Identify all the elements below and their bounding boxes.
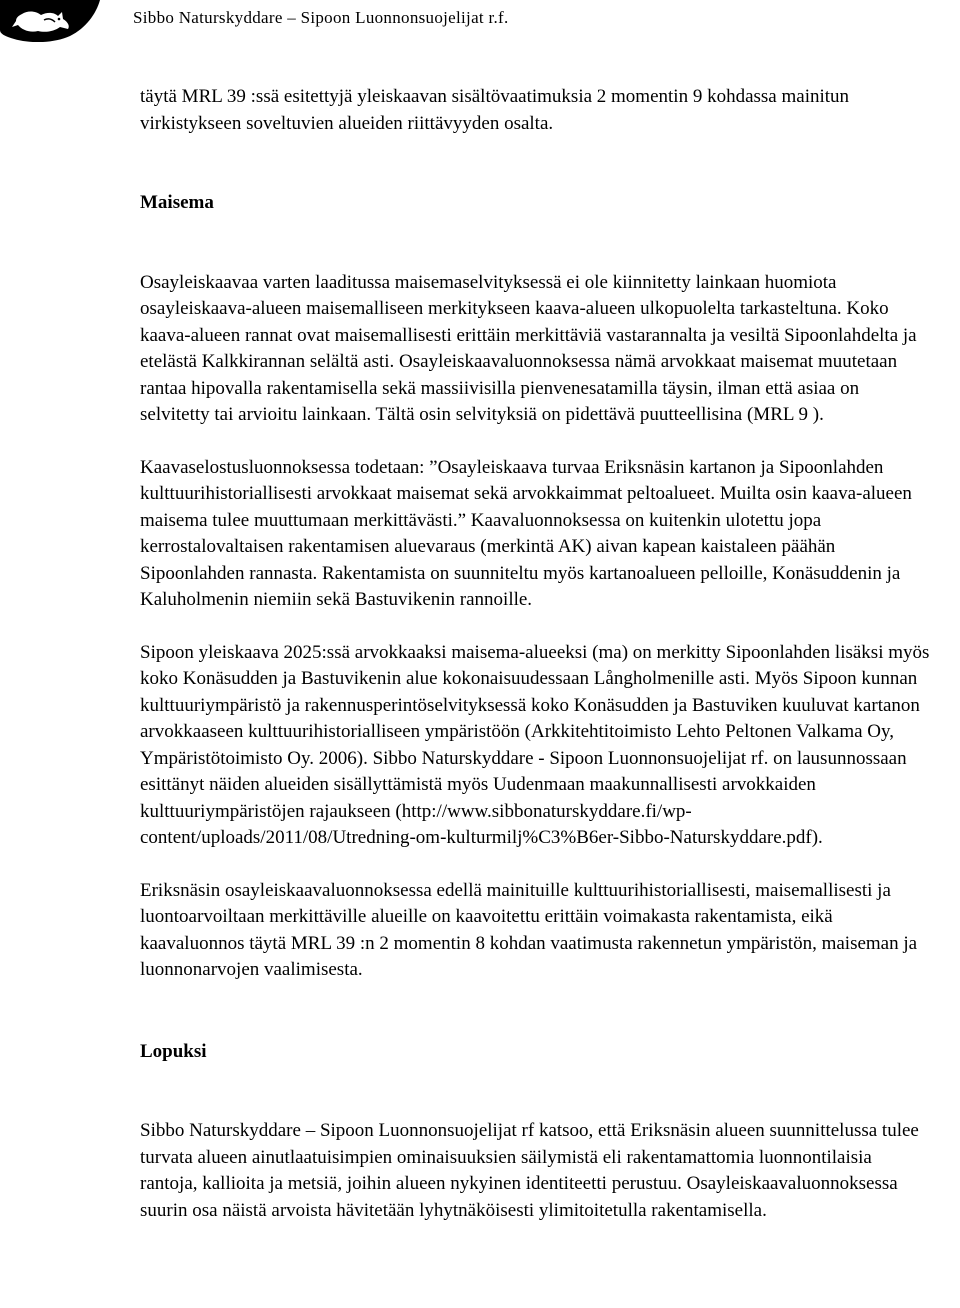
organization-name: Sibbo Naturskyddare – Sipoon Luonnonsuojelijat r.f.: [133, 8, 509, 27]
lopuksi-paragraph: Sibbo Naturskyddare – Sipoon Luonnonsuojelijat rf katsoo, että Eriksnäsin alueen suunnittelussa tulee turvata alueen ainutlaatuisimpien ominaisuuksien säilymistä eli rakentamattomia luonnontilaisia rantoja, kallioita ja metsiä, joihin alueen nykyinen identiteetti perustuu. Osayleiskaavaluonnoksessa suurin osa näistä arvoista hävitetään lyhytnäköisesti ylimitoitetulla rakentamisella.: [140, 1120, 919, 1221]
document-body: [140, 84, 930, 1224]
maisema-paragraph-1: Osayleiskaavaa varten laaditussa maisemaselvityksessä ei ole kiinnitetty lainkaan huomiota osayleiskaava-alueen maisemalliseen merkitykseen kaava-alueen ulkopuolelta tarkasteltuna. Koko kaava-alueen rannat ovat maisemallisesti erittäin merkittäviä vastarannalta ja vesiltä Sipoonlahdelta ja etelästä Kalkkirannan selältä asti. Osayleiskaavaluonnoksessa nämä arvokkaat maisemat muutetaan rantaa hipovalla rakentamisella sekä massiivisilla pienvenesatamilla täysin, ilman että asiaa on selvitetty tai arvioitu lainkaan. Tältä osin selvityksiä on pidettävä puutteellisina (MRL 9 ).: [140, 271, 917, 425]
maisema-paragraph-3: Sipoon yleiskaava 2025:ssä arvokkaaksi maisema-alueeksi (ma) on merkitty Sipoonlahden lisäksi myös koko Konäsudden ja Bastuvikenin alue kokonaisuudessaan Långholmenille asti. Myös Sipoon kunnan kulttuuriympäristö ja rakennusperintöselvityksessä koko Konäsudden ja Bastuviken kuuluvat kartanon arvokkaaseen kulttuurihistorialliseen ympäristöön (Arkkitehtitoimisto Lehto Peltonen Valkama Oy, Ympäristötoimisto Oy. 2006). Sibbo Naturskyddare - Sipoon Luonnonsuojelijat rf. on lausunnossaan esittänyt näiden alueiden sisällyttämistä myös Uudenmaan maakunnallisesti arvokkaiden kulttuuriympäristöjen rajaukseen (http://www.sibbonaturskyddare.fi/wp-content/uploads/2011/08/Utredning-om-kulturmilj%C3%B6er-Sibbo-Naturskyddare.pdf).: [140, 641, 930, 848]
maisema-paragraph-2: Kaavaselostusluonnoksessa todetaan: ”Osayleiskaava turvaa Eriksnäsin kartanon ja Sipoonlahden kulttuurihistoriallisesti arvokkaat maisemat sekä arvokkaimmat peltoalueet. Muilta osin kaava-alueen maisema tulee muuttumaan merkittävästi.” Kaavaluonnoksessa on kuitenkin ulotettu jopa kerrostalovaltaisen rakentamisen aluevaraus (merkintä AK) aivan kapean kaistaleen päähän Sipoonlahden rannasta. Rakentamista on suunniteltu myös kartanoalueen pelloille, Konäsuddenin ja Kaluholmenin niemiin sekä Bastuvikenin rannoille.: [140, 456, 912, 610]
maisema-paragraph-4: Eriksnäsin osayleiskaavaluonnoksessa edellä mainituille kulttuurihistoriallisesti, maisemallisesti ja luontoarvoiltaan merkittäville alueille on kaavoitettu erittäin voimakasta rakentamista, eikä kaavaluonnos täytä MRL 39 :n 2 momentin 8 kohdan vaatimusta rakennetun ympäristön, maiseman ja luonnonarvojen vaalimisesta.: [140, 879, 918, 980]
section-heading-lopuksi: Lopuksi: [140, 1040, 207, 1062]
fox-leaf-logo-icon: [0, 0, 100, 42]
page-header: [0, 0, 960, 50]
section-heading-maisema: Maisema: [140, 192, 214, 213]
intro-paragraph: täytä MRL 39 :ssä esitettyjä yleiskaavan sisältövaatimuksia 2 momentin 9 kohdassa mainitun virkistykseen soveltuvien alueiden riittävyyden osalta.: [140, 86, 850, 134]
